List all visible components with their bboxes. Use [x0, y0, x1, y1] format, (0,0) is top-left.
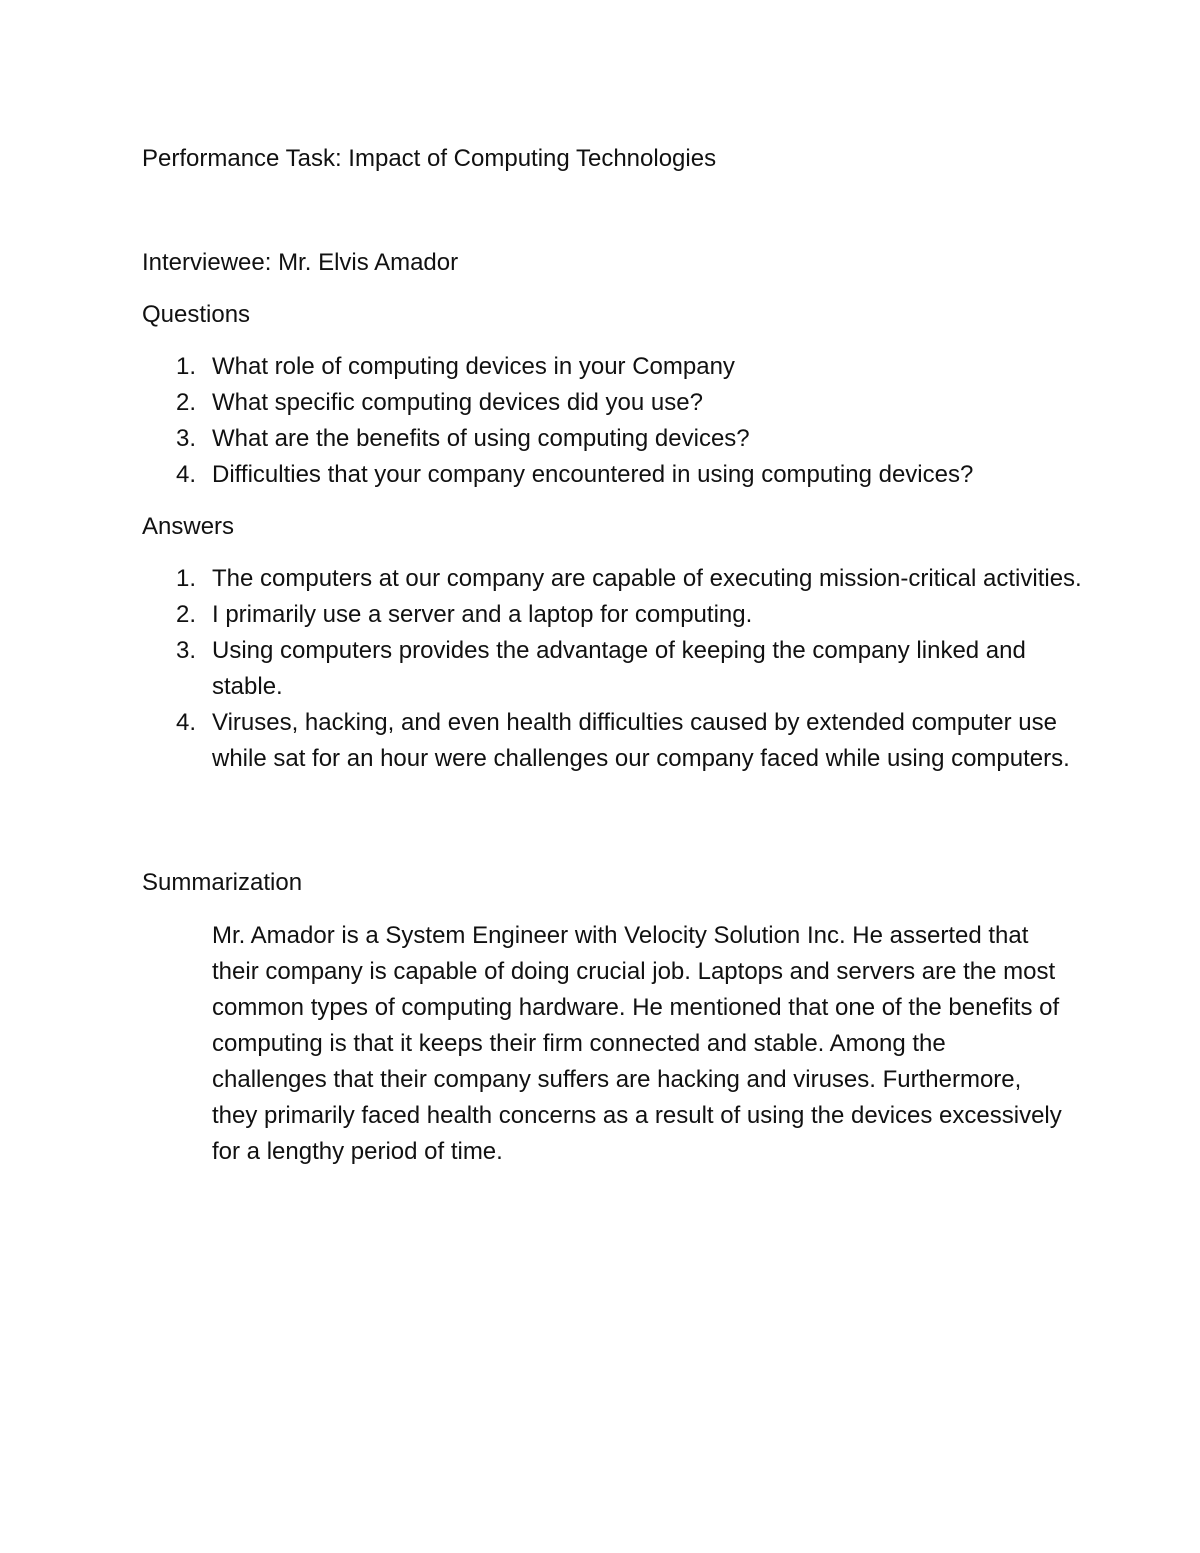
answer-text: The computers at our company are capable of executing mission-critical activities.	[212, 565, 1082, 592]
answer-item	[142, 633, 1082, 705]
summary-paragraph: Mr. Amador is a System Engineer with Velocity Solution Inc. He asserted that their company is capable of doing crucial job. Laptops and servers are the most common types of computing hardware. He mentioned that one of the benefits of computing is that it keeps their firm connected and stable. Among the challenges that their company suffers are hacking and viruses. Furthermore, they primarily faced health concerns as a result of using the devices excessively for a lengthy period of time.	[212, 922, 1062, 1165]
answer-text: Using computers provides the advantage of keeping the company linked and stable.	[212, 637, 1026, 700]
question-number: 4.	[176, 461, 197, 488]
answer-item	[142, 561, 1082, 597]
question-text: What role of computing devices in your Company	[212, 353, 735, 380]
question-text: What specific computing devices did you use?	[212, 389, 703, 416]
document-title: Performance Task: Impact of Computing Technologies	[142, 145, 717, 172]
answer-number: 4.	[176, 709, 197, 736]
question-item	[142, 421, 1082, 457]
question-number: 1.	[176, 353, 197, 380]
question-item	[142, 457, 1082, 493]
interviewee-line: Interviewee: Mr. Elvis Amador	[142, 249, 459, 276]
question-item	[142, 385, 1082, 421]
summarization-heading: Summarization	[142, 869, 303, 896]
questions-heading: Questions	[142, 301, 251, 328]
answer-item	[142, 705, 1082, 777]
answer-number: 2.	[176, 601, 197, 628]
question-text: Difficulties that your company encountered in using computing devices?	[212, 461, 974, 488]
question-number: 2.	[176, 389, 197, 416]
answer-text: I primarily use a server and a laptop for computing.	[212, 601, 753, 628]
answer-number: 1.	[176, 565, 197, 592]
answer-text: Viruses, hacking, and even health difficulties caused by extended computer use while sat for an hour were challenges our company faced while using computers.	[212, 709, 1070, 772]
questions-list	[142, 349, 1082, 493]
question-number: 3.	[176, 425, 197, 452]
answers-heading: Answers	[142, 513, 235, 540]
answer-number: 3.	[176, 637, 197, 664]
question-item	[142, 349, 1082, 385]
question-text: What are the benefits of using computing devices?	[212, 425, 750, 452]
answer-item	[142, 597, 1082, 633]
answers-list	[142, 561, 1082, 777]
